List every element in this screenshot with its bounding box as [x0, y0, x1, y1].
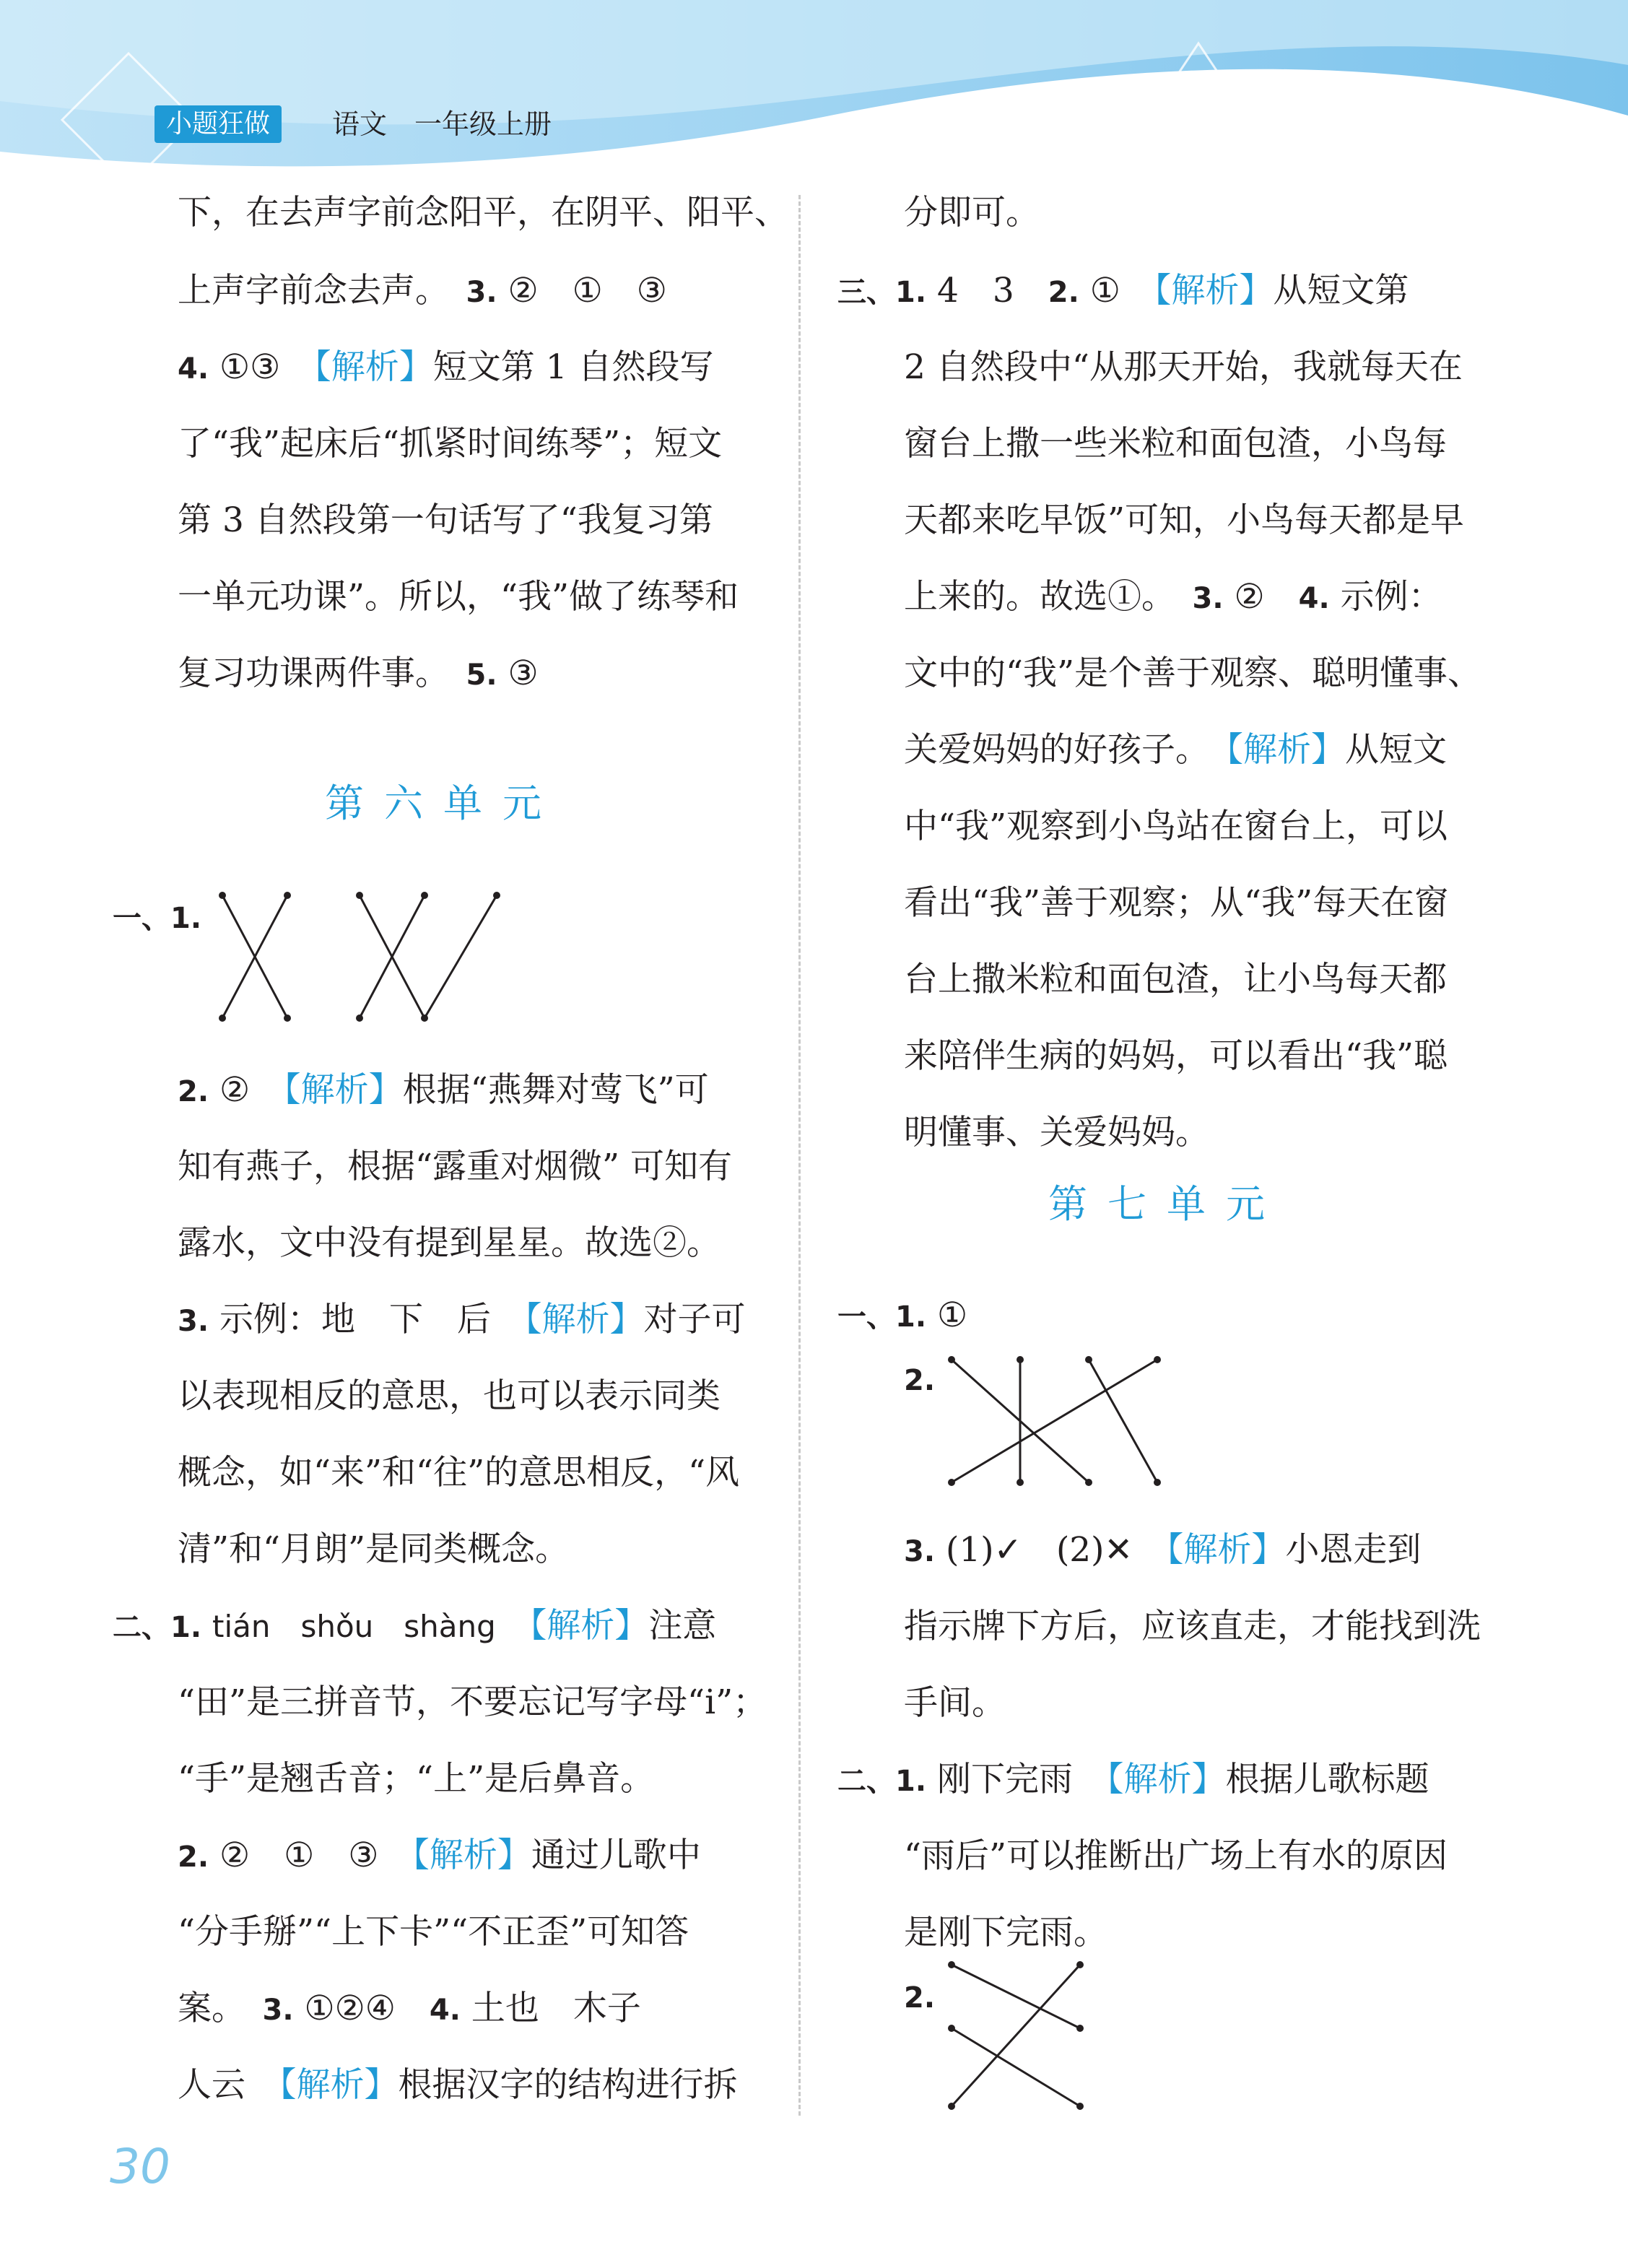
answer-line: 2.	[904, 1981, 936, 2015]
answer-line: “手”是翘舌音；“上”是后鼻音。	[178, 1759, 655, 1799]
answer-line: 台上撒米粒和面包渣，让小鸟每天都	[904, 960, 1447, 999]
answer-line: 是刚下完雨。	[904, 1913, 1107, 1952]
answer-line: 一单元功课”。所以，“我”做了练琴和	[178, 577, 739, 617]
answer-line: 了“我”起床后“抓紧时间练琴”；短文	[178, 424, 723, 464]
unit-6-heading: 第六单元	[325, 781, 562, 826]
subject-title: 语文 一年级上册	[332, 108, 552, 140]
answer-line: 看出“我”善于观察；从“我”每天在窗	[904, 883, 1449, 923]
answer-line: 指示牌下方后，应该直走，才能找到洗	[904, 1607, 1481, 1646]
answer-line: 3. (1)✓ (2)✕ 【解析】小恩走到	[904, 1530, 1422, 1570]
answer-line: 来陪伴生病的妈妈，可以看出“我”聪	[904, 1036, 1448, 1076]
answer-line: 案。 3. ①②④ 4. 土也 木子	[178, 1989, 641, 2028]
answer-line: 手间。	[904, 1683, 1006, 1723]
page-number: 30	[110, 2139, 170, 2194]
answer-line: 3. 示例：地 下 后 【解析】对子可	[178, 1300, 746, 1339]
answer-line: 概念，如“来”和“往”的意思相反，“风	[178, 1453, 740, 1493]
answer-line: “雨后”可以推断出广场上有水的原因	[904, 1836, 1448, 1876]
answer-line: 明懂事、关爱妈妈。	[904, 1113, 1209, 1152]
answer-line: 天都来吃早饭”可知，小鸟每天都是早	[904, 500, 1465, 540]
answer-line: 中“我”观察到小鸟站在窗台上，可以	[904, 807, 1448, 846]
answer-line: “分手掰”“上下卡”“不正歪”可知答	[178, 1912, 689, 1952]
answer-line: 复习功课两件事。 5. ③	[178, 653, 539, 693]
matching-diagram	[952, 1360, 1168, 1504]
answer-line: 2 自然段中“从那天开始，我就每天在	[904, 347, 1463, 387]
answer-line: 2.	[904, 1364, 936, 1397]
answer-line: “田”是三拼音节，不要忘记写字母“i”；	[178, 1682, 767, 1722]
matching-diagram	[952, 1965, 1096, 2124]
answer-line: 4. ①③ 【解析】短文第 1 自然段写	[178, 347, 714, 387]
series-badge: 小题狂做	[154, 105, 282, 143]
answer-line: 2. ② 【解析】根据“燕舞对莺飞”可	[178, 1070, 709, 1110]
answer-line: 清”和“月朗”是同类概念。	[178, 1529, 570, 1569]
answer-line: 三、1. 4 3 2. ① 【解析】从短文第	[837, 271, 1409, 310]
header-wave-banner	[0, 0, 1628, 202]
answer-line: 文中的“我”是个善于观察、聪明懂事、	[904, 653, 1482, 693]
answer-line: 二、1. 刚下完雨 【解析】根据儿歌标题	[837, 1760, 1429, 1799]
answer-line: 露水，文中没有提到星星。故选②。	[178, 1223, 721, 1263]
answer-line: 关爱妈妈的好孩子。 【解析】从短文	[904, 730, 1447, 770]
answer-line: 窗台上撒一些米粒和面包渣，小鸟每	[904, 424, 1447, 464]
answer-line: 上声字前念去声。 3. ② ① ③	[178, 271, 667, 310]
answer-line: 人云 【解析】根据汉字的结构进行拆	[178, 2065, 738, 2105]
matching-diagram	[360, 895, 576, 1025]
answer-line: 二、1. tián shǒu shàng 【解析】注意	[113, 1606, 717, 1646]
answer-line: 一、1. ①	[837, 1295, 968, 1335]
answer-line: 2. ② ① ③ 【解析】通过儿歌中	[178, 1835, 701, 1875]
answer-line: 知有燕子，根据“露重对烟微” 可知有	[178, 1147, 732, 1186]
answer-line: 下，在去声字前念阳平，在阴平、阳平、	[178, 193, 788, 233]
unit-7-heading: 第七单元	[1048, 1181, 1285, 1227]
section-label: 一、1.	[113, 902, 202, 935]
answer-line: 上来的。故选①。 3. ② 4. 示例：	[904, 577, 1442, 617]
answer-line: 第 3 自然段第一句话写了“我复习第	[178, 500, 713, 540]
column-divider	[798, 195, 801, 2116]
answer-line: 分即可。	[904, 193, 1040, 233]
answer-line: 以表现相反的意思，也可以表示同类	[178, 1376, 721, 1416]
